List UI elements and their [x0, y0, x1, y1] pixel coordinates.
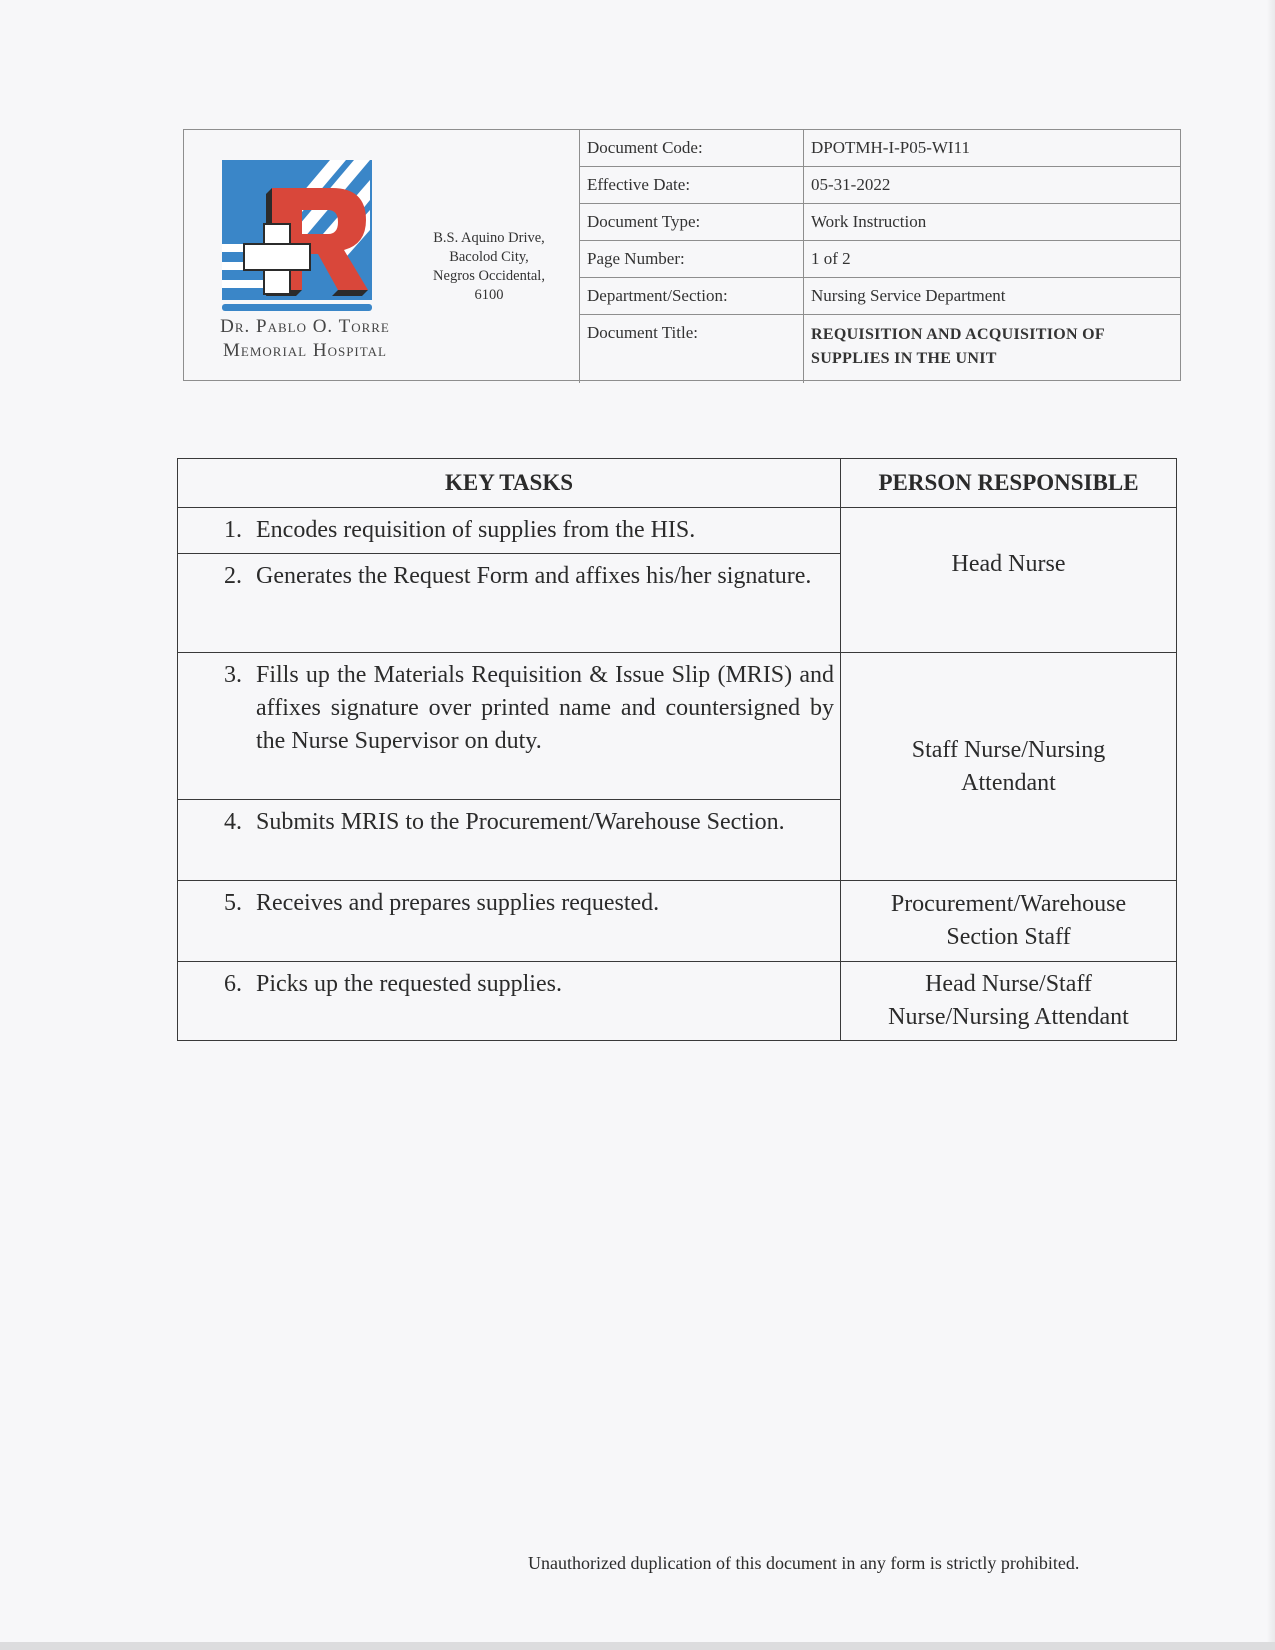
page-bottom-edge [0, 1642, 1275, 1650]
task-number: 6. [224, 971, 242, 997]
hospital-name-line2: Memorial Hospital [223, 340, 387, 361]
person-line2: Nurse/Nursing Attendant [888, 1004, 1129, 1030]
task-number: 4. [224, 809, 242, 835]
hospital-name [190, 315, 420, 363]
task-text: Encodes requisition of supplies from the HIS. [256, 517, 696, 543]
meta-row [580, 204, 1181, 241]
document-title-line2: SUPPLIES IN THE UNIT [811, 350, 997, 367]
task-cell [178, 962, 841, 1041]
key-tasks-table [177, 458, 1177, 1041]
key-tasks-header: KEY TASKS [178, 459, 841, 508]
person-cell [841, 508, 1177, 653]
meta-value: Work Instruction [804, 204, 1181, 241]
meta-row [580, 278, 1181, 315]
hospital-logo-icon [220, 158, 380, 313]
task-cell [178, 508, 841, 554]
hospital-address [409, 229, 569, 305]
meta-row-title [580, 315, 1181, 384]
meta-value: Nursing Service Department [804, 278, 1181, 315]
task-text: Submits MRIS to the Procurement/Warehouse Section. [256, 809, 785, 835]
task-cell [178, 653, 841, 800]
table-row [178, 962, 1177, 1041]
hospital-name-line1: Dr. Pablo O. Torre [220, 316, 390, 337]
person-cell [841, 962, 1177, 1041]
page-edge-shadow [1267, 0, 1275, 1650]
person-line1: Staff Nurse/Nursing [911, 736, 1106, 763]
person-cell [841, 653, 1177, 881]
document-meta-table [579, 130, 1180, 383]
document-header [183, 129, 1181, 381]
task-text: Picks up the requested supplies. [256, 971, 562, 997]
document-title [804, 315, 1181, 384]
document-title-line1: REQUISITION AND ACQUISITION OF [811, 326, 1105, 343]
table-row [178, 508, 1177, 554]
task-number: 2. [224, 563, 242, 589]
task-cell [178, 800, 841, 881]
task-text: Receives and prepares supplies requested. [256, 890, 660, 916]
address-line2: Bacolod City, [449, 249, 529, 265]
task-text: Fills up the Materials Requisition & Issue Slip (MRIS) and affixes signature over printed name and countersigned by the Nurse Supervisor on duty. [256, 662, 834, 754]
task-number: 3. [224, 662, 242, 688]
meta-label: Document Code: [580, 130, 804, 167]
table-header-row [178, 459, 1177, 508]
task-cell [178, 554, 841, 653]
person-line2: Section Staff [946, 924, 1071, 950]
address-line4: 6100 [474, 287, 504, 303]
task-cell [178, 881, 841, 962]
logo-block [184, 130, 580, 380]
meta-label: Effective Date: [580, 167, 804, 204]
meta-label: Document Title: [580, 315, 804, 384]
meta-row [580, 167, 1181, 204]
address-line3: Negros Occidental, [433, 268, 545, 284]
meta-label: Document Type: [580, 204, 804, 241]
person-line1: Procurement/Warehouse [890, 891, 1127, 917]
meta-value: 05-31-2022 [804, 167, 1181, 204]
meta-row [580, 130, 1181, 167]
task-number: 5. [224, 890, 242, 916]
meta-label: Page Number: [580, 241, 804, 278]
person-cell [841, 881, 1177, 962]
person-line2: Attendant [961, 769, 1056, 796]
person-responsible-header: PERSON RESPONSIBLE [841, 459, 1177, 508]
table-row [178, 653, 1177, 800]
table-row [178, 881, 1177, 962]
task-number: 1. [224, 517, 242, 543]
meta-value: DPOTMH-I-P05-WI11 [804, 130, 1181, 167]
footer-disclaimer: Unauthorized duplication of this document in any form is strictly prohibited. [528, 1553, 1080, 1573]
meta-row [580, 241, 1181, 278]
meta-value: 1 of 2 [804, 241, 1181, 278]
address-line1: B.S. Aquino Drive, [433, 230, 545, 246]
task-text: Generates the Request Form and affixes his/her signature. [256, 563, 812, 589]
person-line1: Head Nurse [951, 551, 1066, 577]
person-line1: Head Nurse/Staff [925, 971, 1092, 997]
meta-label: Department/Section: [580, 278, 804, 315]
